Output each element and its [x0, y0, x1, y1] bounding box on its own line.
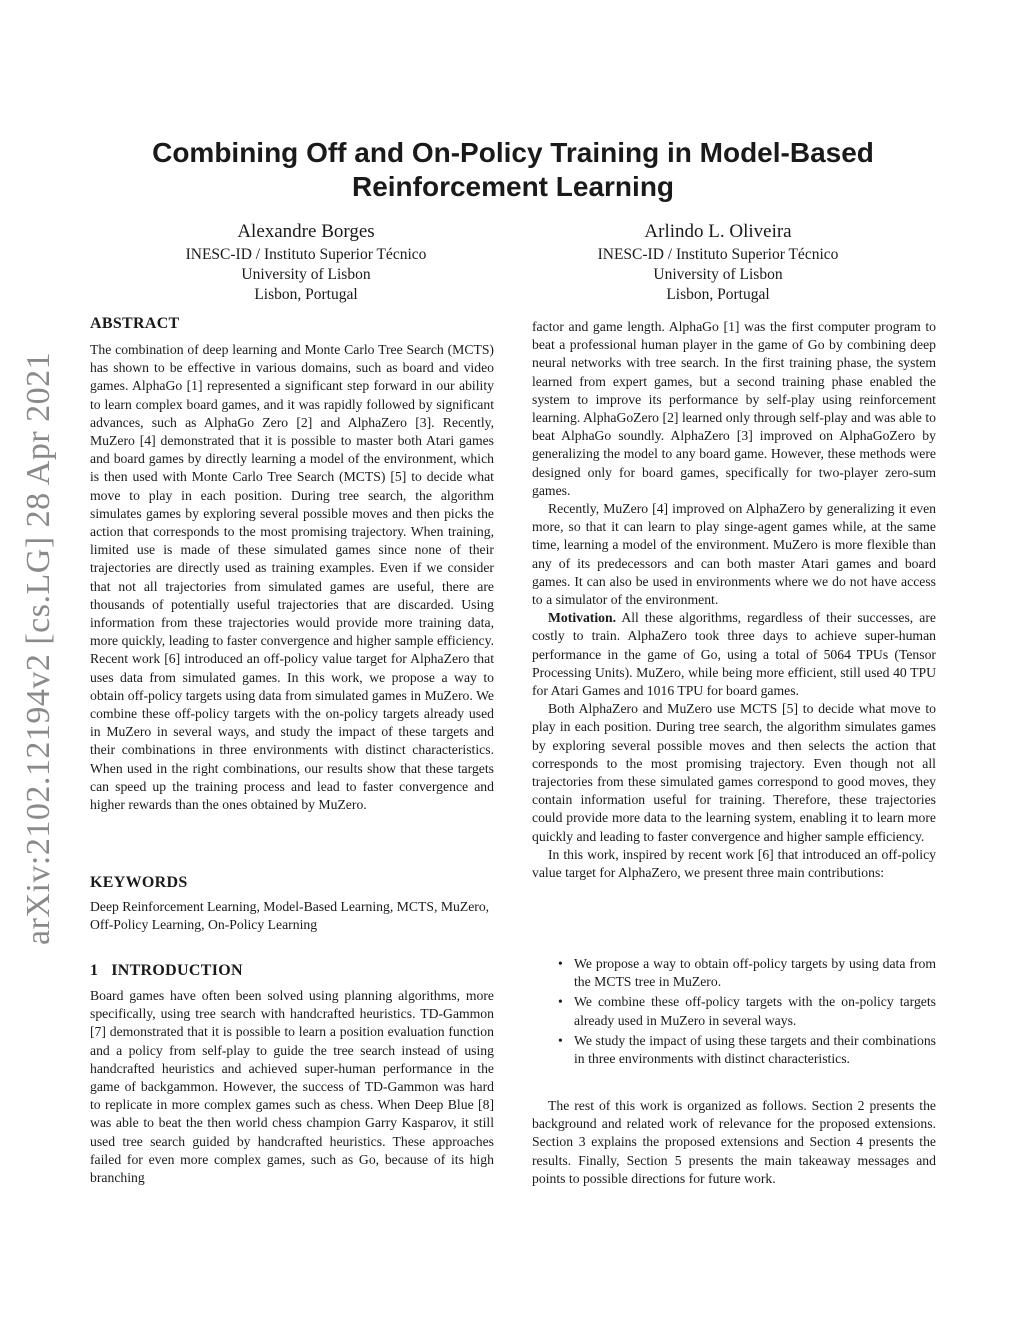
introduction-body	[90, 987, 494, 1187]
keywords-heading: KEYWORDS	[90, 874, 188, 891]
author-location: Lisbon, Portugal	[666, 286, 770, 303]
author-name: Alexandre Borges	[237, 221, 375, 242]
motivation-paragraph	[532, 609, 936, 700]
muzero-paragraph: Recently, MuZero [4] improved on AlphaZero by generalizing it even more, so that it can learn to play singe-agent games while, at the same time, learning a model of the environment. MuZero is more flexible than any of its predecessors and can both master Atari games and board games. It can also be used in environments where we do not have access to a simulator of the environment.	[532, 501, 936, 608]
abstract-body	[90, 341, 494, 814]
author-affiliation: INESC-ID / Instituto Superior Técnico	[185, 246, 427, 263]
contributions-intro: In this work, inspired by recent work [6] that introduced an off-policy value target for AlphaZero, we present three main contributions:	[532, 846, 936, 881]
mcts-paragraph: Both AlphaZero and MuZero use MCTS [5] to decide what move to play in each position. During tree search, the algorithm simulates games by exploring several possible moves and then selects the action that corresponds to the most promising trajectory. Even though not all trajectories from these simulated games correspond to good moves, they contain information useful for training. Therefore, these trajectories could provide more data to the learning system, enabling it to learn more quickly and leading to faster convergence and higher sample efficiency.	[532, 701, 936, 844]
author-university: University of Lisbon	[653, 266, 783, 283]
author-name: Arlindo L. Oliveira	[644, 221, 792, 242]
author-block-1	[106, 219, 506, 305]
keywords-body	[90, 898, 494, 934]
organization-body	[532, 1097, 936, 1188]
introduction-heading: 1 INTRODUCTION	[90, 962, 243, 979]
keywords-text: Deep Reinforcement Learning, Model-Based Learning, MCTS, MuZero, Off-Policy Learning, On-Policy Learning	[90, 899, 490, 933]
abstract-text: The combination of deep learning and Monte Carlo Tree Search (MCTS) has shown to be effective in various domains, such as board and video games. AlphaGo [1] represented a significant step forward in our ability to learn complex board games, and it was rapidly followed by significant advances, such as AlphaGo Zero [2] and AlphaZero [3]. Recently, MuZero [4] demonstrated that it is possible to master both Atari games and board games by directly learning a model of the environment, which is then used with Monte Carlo Tree Search (MCTS) [5] to decide what move to play in each position. During tree search, the algorithm simulates games by exploring several possible moves and then picks the action that corresponds to the most promising trajectory. When training, limited use is made of these simulated games since none of their trajectories are directly used as training examples. Even if we consider that not all trajectories from simulated games are useful, there are thousands of potentially useful trajectories that are discarded. Using information from these trajectories would provide more training data, more quickly, leading to faster convergence and higher sample efficiency. Recent work [6] introduced an off-policy value target for AlphaZero that uses data from simulated games. In this work, we propose a way to obtain off-policy targets using data from simulated games in MuZero. We combine these off-policy targets with the on-policy targets already used in MuZero in several ways, and study the impact of these targets and their combinations in three environments with distinct characteristics. When used in the right combinations, our results show that these targets can speed up the training process and lead to faster convergence and higher rewards than the ones obtained by MuZero.	[90, 342, 494, 813]
author-location: Lisbon, Portugal	[254, 286, 358, 303]
intro-paragraph-continued: factor and game length. AlphaGo [1] was the first computer program to beat a professional human player in the game of Go by combining deep neural networks with tree search. In the first training phase, the system learned from expert games, but a second training phase enabled the system to improve its performance by self-play using reinforcement learning. AlphaGoZero [2] learned only through self-play and was able to beat AlphaGo soundly. AlphaZero [3] improved on AlphaGoZero by generalizing the model to any board game. However, these methods were designed only for board games, specifically for two-player zero-sum games.	[532, 319, 936, 498]
motivation-label: Motivation.	[548, 610, 617, 626]
author-university: University of Lisbon	[241, 266, 371, 283]
list-item: • We study the impact of using these targets and their combinations in three environments with distinct characteristics.	[558, 1032, 936, 1067]
organization-paragraph: The rest of this work is organized as follows. Section 2 presents the background and related work of relevance for the proposed extensions. Section 3 explains the proposed extensions and Section 4 presents the results. Finally, Section 5 presents the main takeaway messages and points to possible directions for future work.	[532, 1098, 936, 1186]
title-line-2: Reinforcement Learning	[351, 171, 675, 202]
contributions-list	[556, 955, 936, 1070]
list-item: • We propose a way to obtain off-policy targets by using data from the MCTS tree in MuZero.	[558, 956, 936, 990]
author-block-2	[518, 219, 918, 305]
abstract-heading: ABSTRACT	[90, 315, 180, 332]
paper-title	[90, 136, 936, 204]
arxiv-identifier: arXiv:2102.12194v2 [cs.LG] 28 Apr 2021	[20, 351, 57, 945]
motivation-text: All these algorithms, regardless of their successes, are costly to train. AlphaZero took three days to achieve super-human performance in the game of Go, using a total of 5064 TPUs (Tensor Processing Units). MuZero, while being more efficient, still used 40 TPU for Atari Games and 1016 TPU for board games.	[532, 610, 936, 699]
list-item: • We combine these off-policy targets with the on-policy targets already used in MuZero in several ways.	[558, 994, 936, 1028]
author-affiliation: INESC-ID / Instituto Superior Técnico	[597, 246, 839, 263]
right-column-body	[532, 318, 936, 882]
introduction-text: Board games have often been solved using planning algorithms, more specifically, using tree search with handcrafted heuristics. TD-Gammon [7] demonstrated that it is possible to learn a position evaluation function and a policy from self-play to guide the tree search instead of using handcrafted heuristics and achieved super-human performance in the game of backgammon. However, the success of TD-Gammon was hard to replicate in more complex games such as chess. When Deep Blue [8] was able to beat the then world chess champion Garry Kasparov, it still used tree search guided by handcrafted heuristics. These approaches failed for even more complex games, such as Go, because of its high branching	[90, 988, 494, 1186]
title-line-1: Combining Off and On-Policy Training in Model-Based	[152, 137, 874, 168]
